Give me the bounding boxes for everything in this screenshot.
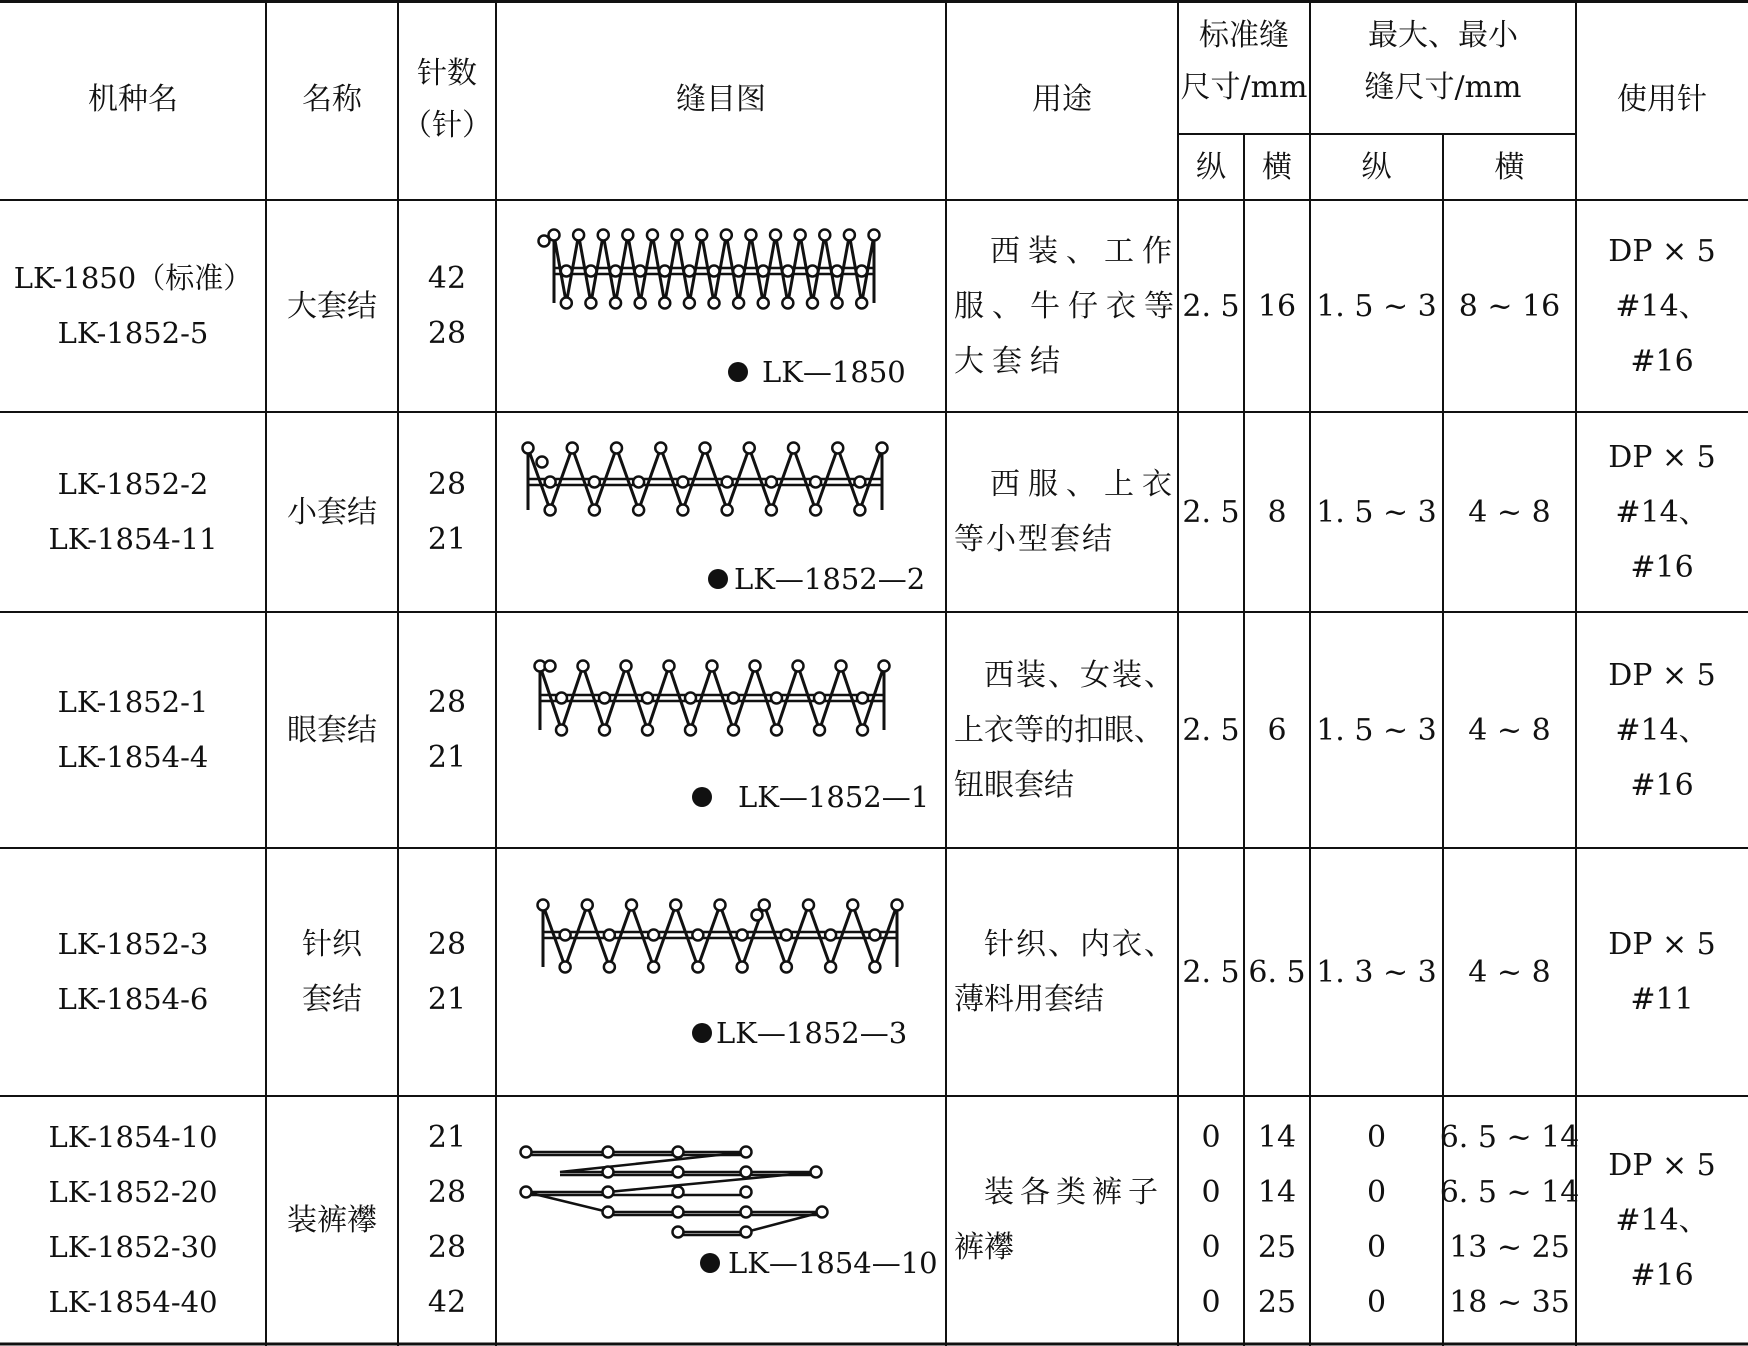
stitch-point (759, 900, 770, 911)
stitch-point (673, 1167, 684, 1178)
stitch-point (728, 725, 739, 736)
stitch-point (578, 661, 589, 672)
stitch-point (856, 266, 867, 277)
stitch-point (771, 725, 782, 736)
diagram-label-1854-10: LK—1854—10 (700, 1246, 938, 1280)
stitch-point (635, 266, 646, 277)
stitch-point (684, 266, 695, 277)
stitch-point (856, 298, 867, 309)
stitch-point (788, 443, 799, 454)
diagram-label-1852-3: LK—1852—3 (692, 1016, 907, 1050)
stitch-point (589, 505, 600, 516)
stitch-point (677, 505, 688, 516)
stitch-point (626, 900, 637, 911)
row2-models: LK-1852-2 LK-1854-11 (48, 467, 218, 556)
stitch-point (782, 266, 793, 277)
row4-use: 针织、内衣、 薄料用套结 (954, 927, 1176, 1017)
stitch-point (770, 230, 781, 241)
stitch-point (832, 266, 843, 277)
stitch-point (582, 900, 593, 911)
stitch-point (811, 1167, 822, 1178)
row1-use: 西装、工作 服、牛仔衣等 大套结 (954, 233, 1182, 379)
stitch-point (807, 266, 818, 277)
stitch-point (854, 477, 865, 488)
stitch-point (737, 962, 748, 973)
stitch-diagram-1852-2 (520, 440, 900, 520)
stitch-point (771, 693, 782, 704)
row5-mm-horizontal: 6. 5 ~ 14 6. 5 ~ 14 13 ~ 25 18 ~ 35 (1439, 1120, 1580, 1320)
stitch-point (741, 1207, 752, 1218)
row5-use: 装各类裤子 裤襻 (954, 1175, 1164, 1265)
row5-needles: 21 28 28 42 (427, 1120, 467, 1320)
stitch-point (750, 661, 761, 672)
stitch-diagram-1854-10 (520, 1140, 840, 1250)
stitch-point (832, 298, 843, 309)
row3-needles: 28 21 (427, 685, 467, 775)
stitch-point (603, 1207, 614, 1218)
stitch-point (854, 505, 865, 516)
stitch-point (766, 477, 777, 488)
stitch-point (836, 661, 847, 672)
stitch-point (677, 477, 688, 488)
stitch-diagram-1852-3 (535, 895, 915, 975)
stitch-point (877, 443, 888, 454)
row5-models: LK-1854-10 LK-1852-20 LK-1852-30 LK-1854-40 (48, 1120, 218, 1319)
stitch-point (715, 900, 726, 911)
stitch-point (684, 298, 695, 309)
row1-mm-horizontal: 8 ~ 16 (1458, 288, 1561, 324)
row2-use: 西服、上衣 等小型套结 (954, 467, 1180, 557)
stitch-point (537, 457, 548, 468)
stitch-line (540, 666, 884, 730)
row3-use: 西装、女装、 上衣等的扣眼、 钮眼套结 (954, 657, 1176, 803)
stitch-point (709, 266, 720, 277)
stitch-point (539, 236, 550, 247)
row1-std-vertical: 2. 5 (1182, 288, 1240, 324)
stitch-point (728, 693, 739, 704)
stitch-point (598, 230, 609, 241)
stitch-point (733, 298, 744, 309)
stitch-point (642, 693, 653, 704)
stitch-point (589, 477, 600, 488)
stitch-point (733, 266, 744, 277)
stitch-point (659, 266, 670, 277)
stitch-point (709, 298, 720, 309)
stitch-point (556, 725, 567, 736)
row1-needle-used: DP × 5 #14、 #16 (1608, 233, 1716, 379)
row2-mm-horizontal: 4 ~ 8 (1468, 494, 1551, 530)
row1-mm-vertical: 1. 5 ~ 3 (1316, 288, 1437, 324)
stitch-point (819, 230, 830, 241)
row5-needle-used: DP × 5 #14、 #16 (1608, 1147, 1716, 1293)
stitch-point (604, 962, 615, 973)
stitch-point (696, 230, 707, 241)
bullet-dot (692, 787, 712, 807)
stitch-point (781, 930, 792, 941)
stitch-point (825, 962, 836, 973)
stitch-point (673, 1147, 684, 1158)
row5-name: 装裤襻 (287, 1202, 377, 1238)
stitch-point (741, 1227, 752, 1238)
stitch-point (869, 930, 880, 941)
stitch-point (603, 1167, 614, 1178)
stitch-point (847, 900, 858, 911)
diagram-label-1852-2: LK—1852—2 (708, 562, 925, 596)
stitch-point (611, 443, 622, 454)
row3-models: LK-1852-1 LK-1854-4 (57, 685, 209, 774)
stitch-point (603, 1147, 614, 1158)
row3-mm-vertical: 1. 5 ~ 3 (1316, 712, 1437, 748)
header-name: 名称 (302, 82, 362, 117)
stitch-point (810, 505, 821, 516)
row5-mm-vertical: 0 0 0 0 (1366, 1120, 1387, 1320)
row4-models: LK-1852-3 LK-1854-6 (57, 927, 209, 1016)
stitch-point (659, 298, 670, 309)
stitch-point (604, 930, 615, 941)
stitch-point (879, 661, 890, 672)
stitch-point (672, 230, 683, 241)
header-std-horizontal: 横 (1262, 149, 1292, 185)
stitch-point (810, 477, 821, 488)
row3-name: 眼套结 (287, 712, 377, 748)
stitch-point (741, 1167, 752, 1178)
row4-needles: 28 21 (427, 927, 467, 1017)
stitch-point (692, 962, 703, 973)
stitch-point (599, 693, 610, 704)
stitch-point (722, 505, 733, 516)
stitch-point (814, 693, 825, 704)
stitch-point (857, 693, 868, 704)
row1-name: 大套结 (287, 288, 377, 324)
header-mm-horizontal: 横 (1494, 149, 1525, 185)
stitch-point (673, 1207, 684, 1218)
stitch-point (741, 1187, 752, 1198)
row4-name: 针织 套结 (302, 927, 362, 1017)
stitch-point (722, 477, 733, 488)
stitch-point (758, 298, 769, 309)
stitch-point (556, 693, 567, 704)
row3-needle-used: DP × 5 #14、 #16 (1608, 657, 1716, 803)
stitch-point (781, 962, 792, 973)
stitch-point (521, 1187, 532, 1198)
stitch-point (807, 298, 818, 309)
row1-std-horizontal: 16 (1257, 288, 1297, 324)
diagram-label-1850: LK—1850 (728, 355, 906, 389)
stitch-diagram-1850 (530, 225, 890, 315)
row2-std-vertical: 2. 5 (1182, 494, 1240, 530)
row3-mm-horizontal: 4 ~ 8 (1468, 712, 1551, 748)
stitch-point (585, 298, 596, 309)
stitch-point (869, 230, 880, 241)
stitch-diagram-1852-1 (530, 658, 900, 738)
bullet-dot (708, 569, 728, 589)
stitch-point (633, 505, 644, 516)
stitch-point (560, 962, 571, 973)
stitch-point (744, 443, 755, 454)
bullet-dot (700, 1253, 720, 1273)
stitch-point (673, 1227, 684, 1238)
stitch-point (622, 230, 633, 241)
stitch-point (721, 230, 732, 241)
stitch-point (670, 900, 681, 911)
row4-mm-vertical: 1. 3 ~ 3 (1316, 954, 1437, 990)
header-model: 机种名 (88, 82, 178, 117)
stitch-point (814, 725, 825, 736)
header-needles: 针数 （针） (402, 56, 492, 143)
diagram-label-1852-1: LK—1852—1 (692, 780, 929, 814)
stitch-point (567, 443, 578, 454)
row4-mm-horizontal: 4 ~ 8 (1468, 954, 1551, 990)
stitch-point (752, 910, 763, 921)
stitch-point (603, 1187, 614, 1198)
stitch-point (700, 443, 711, 454)
stitch-point (545, 505, 556, 516)
row2-std-horizontal: 8 (1267, 494, 1287, 530)
stitch-point (545, 477, 556, 488)
stitch-point (538, 900, 549, 911)
stitch-point (692, 930, 703, 941)
header-max-min-size: 最大、最小 缝尺寸/mm (1364, 18, 1522, 105)
stitch-point (685, 693, 696, 704)
row2-needles: 28 21 (427, 467, 467, 557)
row5-std-vertical: 0 0 0 0 (1201, 1120, 1221, 1320)
row2-mm-vertical: 1. 5 ~ 3 (1316, 494, 1437, 530)
stitch-point (825, 930, 836, 941)
header-diagram: 缝目图 (676, 82, 766, 117)
stitch-point (599, 725, 610, 736)
stitch-point (793, 661, 804, 672)
row2-needle-used: DP × 5 #14、 #16 (1608, 439, 1716, 585)
stitch-point (869, 962, 880, 973)
stitch-point (610, 298, 621, 309)
stitch-point (803, 900, 814, 911)
row3-std-horizontal: 6 (1267, 712, 1287, 748)
stitch-point (561, 266, 572, 277)
stitch-point (737, 930, 748, 941)
stitch-point (648, 962, 659, 973)
stitch-point (635, 298, 646, 309)
row3-std-vertical: 2. 5 (1182, 712, 1240, 748)
stitch-point (621, 661, 632, 672)
stitch-point (844, 230, 855, 241)
stitch-point (685, 725, 696, 736)
stitch-point (648, 930, 659, 941)
stitch-point (655, 443, 666, 454)
stitch-point (766, 505, 777, 516)
stitch-point (560, 930, 571, 941)
header-std-vertical: 纵 (1196, 149, 1226, 185)
stitch-line (543, 905, 897, 967)
row2-name: 小套结 (287, 494, 377, 530)
stitch-point (745, 230, 756, 241)
stitch-point (561, 298, 572, 309)
stitch-point (521, 1147, 532, 1158)
row1-needles: 42 28 (427, 261, 467, 351)
stitch-point (857, 725, 868, 736)
stitch-point (610, 266, 621, 277)
stitch-point (782, 298, 793, 309)
stitch-point (647, 230, 658, 241)
bullet-dot (692, 1023, 712, 1043)
stitch-point (892, 900, 903, 911)
row4-std-vertical: 2. 5 (1182, 954, 1240, 990)
stitch-point (573, 230, 584, 241)
stitch-point (673, 1187, 684, 1198)
stitch-point (642, 725, 653, 736)
stitch-point (523, 443, 534, 454)
stitch-point (585, 266, 596, 277)
stitch-point (707, 661, 718, 672)
header-mm-vertical: 纵 (1361, 149, 1392, 185)
row1-models: LK-1850（标准） LK-1852-5 (13, 261, 253, 350)
stitch-point (633, 477, 644, 488)
stitch-point (758, 266, 769, 277)
row5-std-horizontal: 14 14 25 25 (1257, 1120, 1297, 1320)
header-std-size: 标准缝 尺寸/mm (1180, 18, 1308, 105)
stitch-point (664, 661, 675, 672)
row4-needle-used: DP × 5 #11 (1608, 927, 1716, 1017)
row4-std-horizontal: 6. 5 (1248, 954, 1306, 990)
header-needle-used: 使用针 (1617, 82, 1707, 117)
stitch-point (741, 1147, 752, 1158)
stitch-point (795, 230, 806, 241)
stitch-point (817, 1207, 828, 1218)
bullet-dot (728, 362, 748, 382)
stitch-point (545, 661, 556, 672)
stitch-point (832, 443, 843, 454)
header-use: 用途 (1032, 82, 1092, 117)
